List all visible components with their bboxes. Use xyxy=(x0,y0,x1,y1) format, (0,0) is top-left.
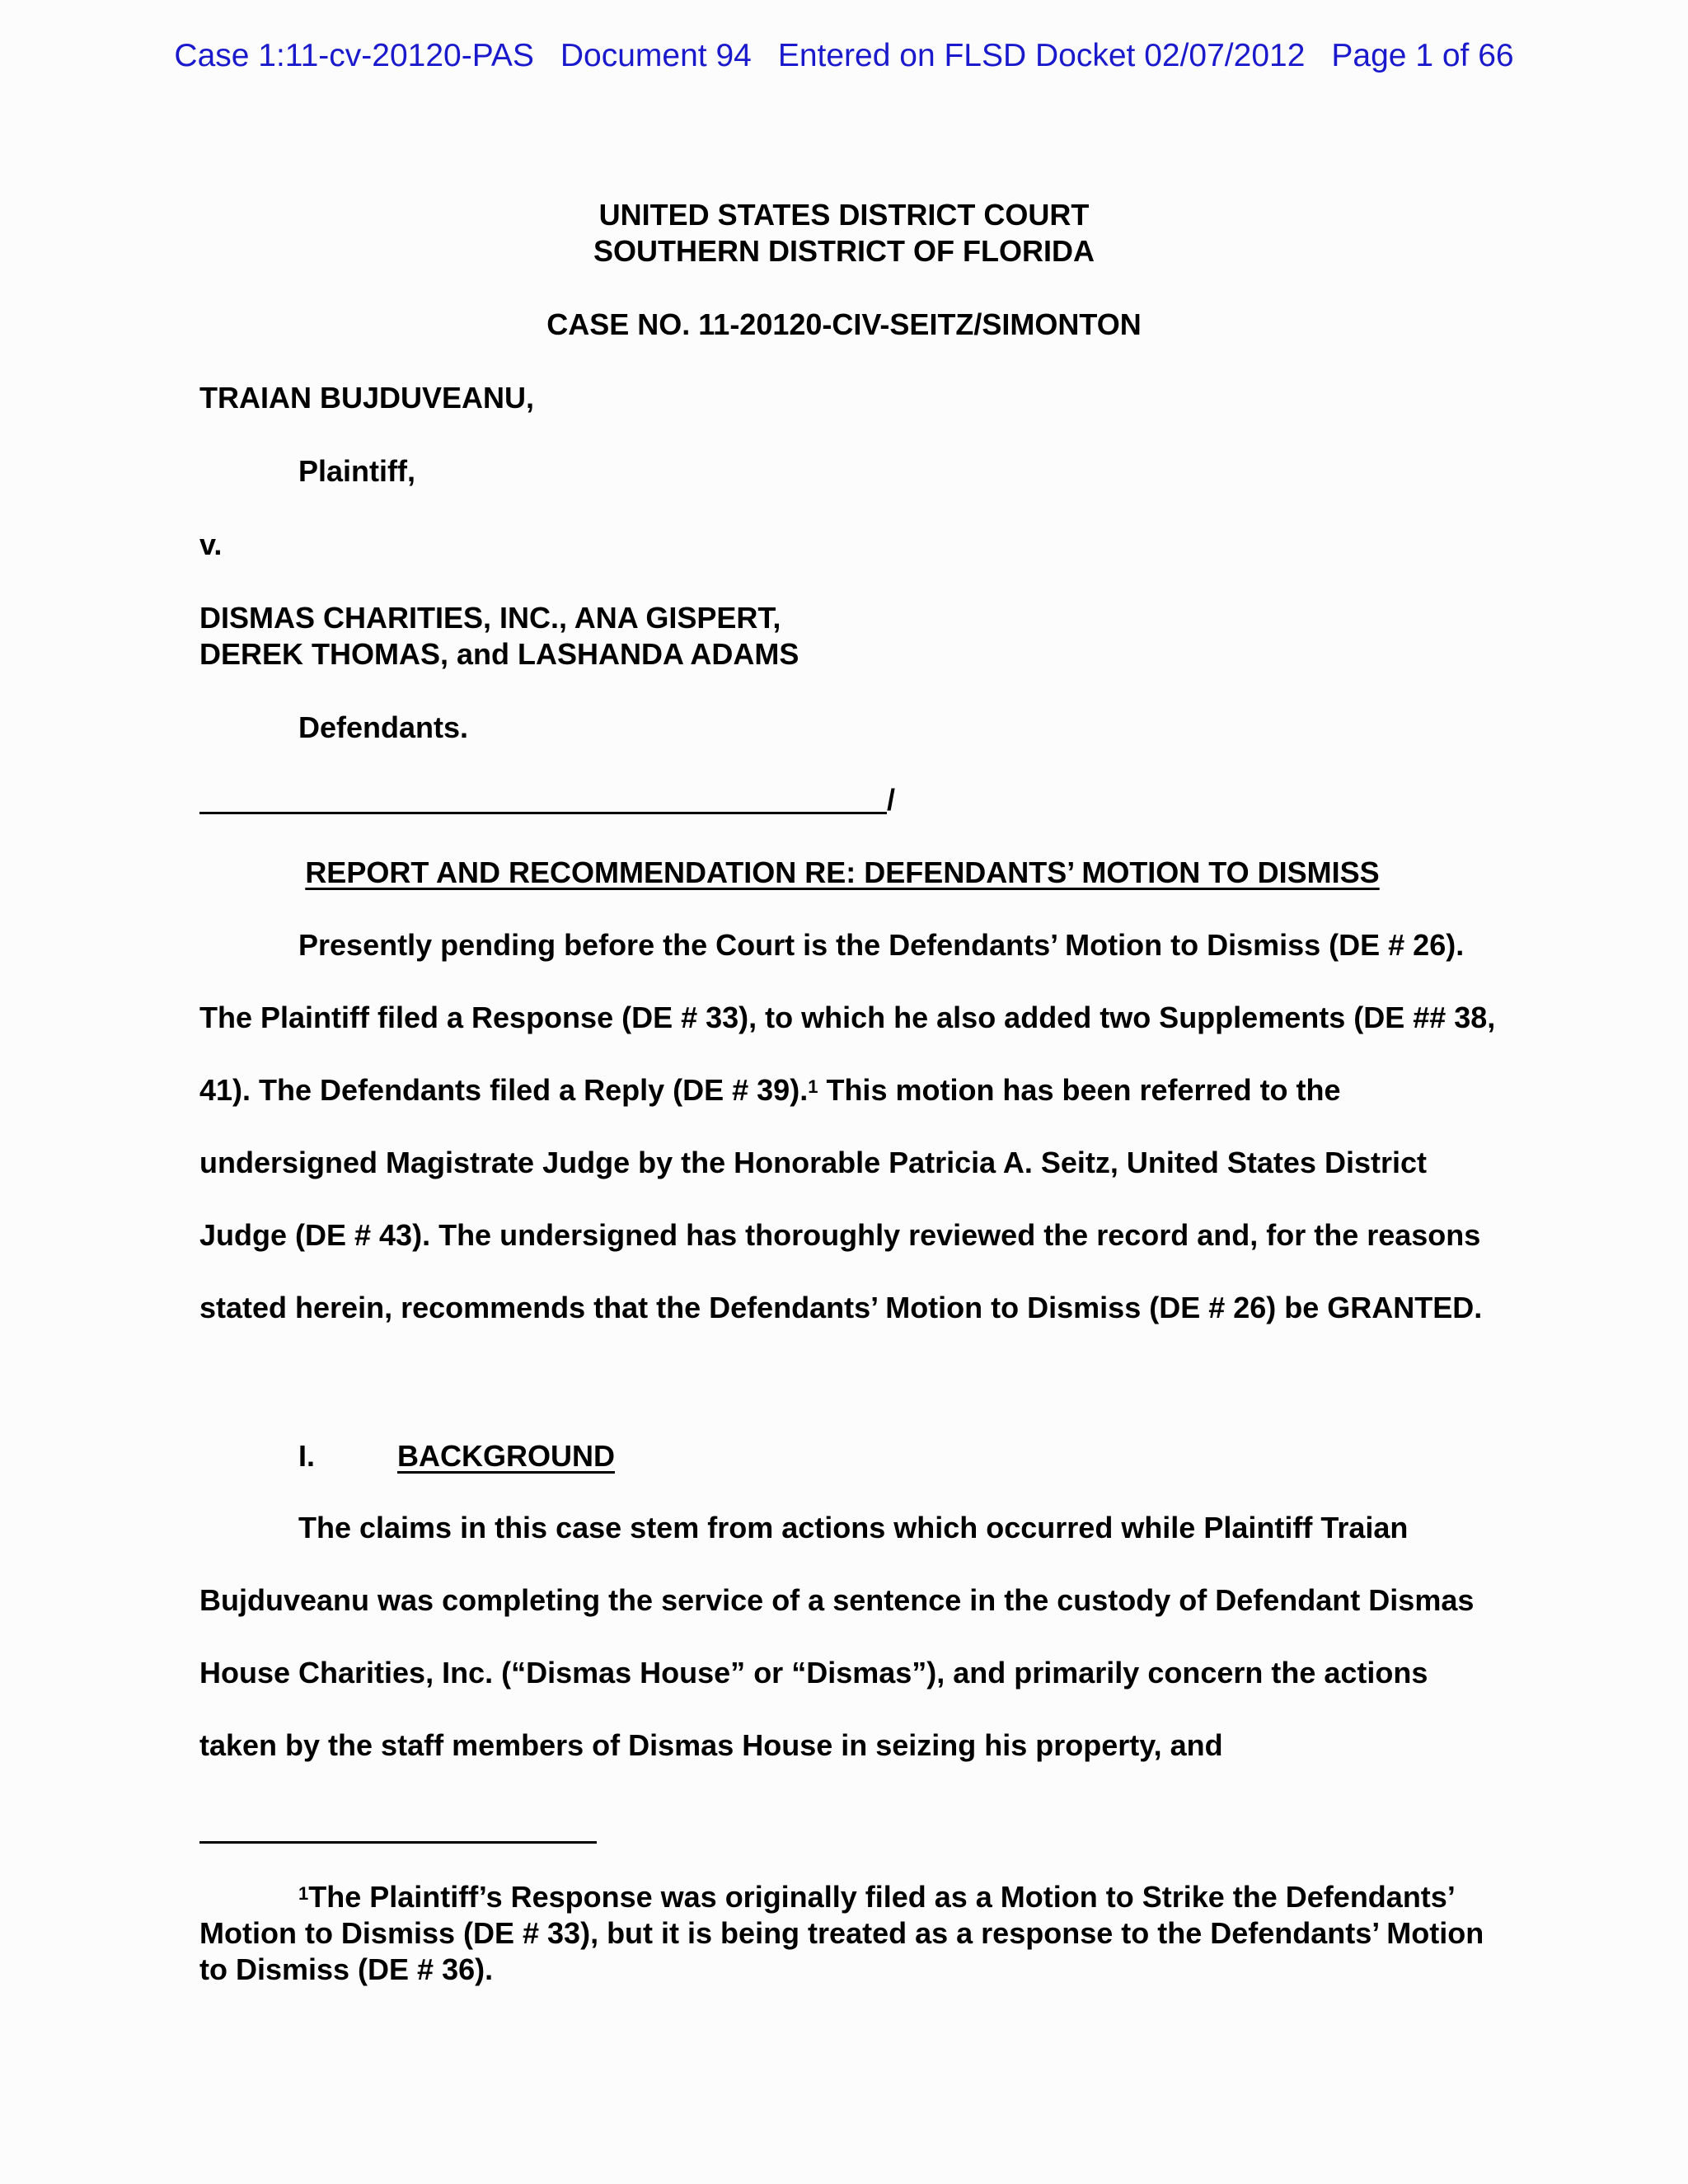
defendants-label: Defendants. xyxy=(298,710,469,744)
plaintiff-name: TRAIAN BUJDUVEANU, xyxy=(199,381,535,415)
caption-slash: / xyxy=(887,783,896,817)
docket-stamp xyxy=(0,38,1688,74)
document-title xyxy=(0,855,1686,890)
section-heading: BACKGROUND xyxy=(397,1439,615,1473)
intro-part-2: This motion has been referred to the undersigned Magistrate Judge by the Honorable Patricia A. Seitz, United States District Judge (DE # 43). The undersigned has thoroughly reviewed the record and, for the reasons stated herein, recommends that the Defendants’ Motion to Dismiss (DE # 26) be GRANTED. xyxy=(199,1073,1483,1324)
stamp-document: Document 94 xyxy=(560,38,752,73)
court-district: SOUTHERN DISTRICT OF FLORIDA xyxy=(593,234,1095,268)
intro-paragraph xyxy=(199,909,1502,1344)
court-name: UNITED STATES DISTRICT COURT xyxy=(598,198,1090,232)
document-title-text: REPORT AND RECOMMENDATION RE: DEFENDANTS’ MOTION TO DISMISS xyxy=(305,855,1380,889)
versus: v. xyxy=(199,527,223,561)
stamp-case: Case 1:11-cv-20120-PAS xyxy=(174,38,534,73)
footnote xyxy=(199,1879,1502,1988)
footnote-rule xyxy=(199,1841,597,1844)
footnote-ref: 1 xyxy=(808,1076,818,1097)
stamp-page: Page 1 of 66 xyxy=(1331,38,1514,73)
intro-part-1: Presently pending before the Court is the Defendants’ Motion to Dismiss (DE # 26). The Plaintiff filed a Response (DE # 33), to which he also added two Supplements (DE ## 38, 41). The Defendants filed a Reply (DE # 39). xyxy=(199,928,1496,1107)
background-paragraph: The claims in this case stem from actions which occurred while Plaintiff Traian Bujduveanu was completing the service of a sentence in the custody of Defendant Dismas House Charities, Inc. (“Dismas House” or “Dismas”), and primarily concern the actions taken by the staff members of Dismas House in seizing his property, and xyxy=(199,1511,1475,1762)
defendants-line-2: DEREK THOMAS, and LASHANDA ADAMS xyxy=(199,637,799,671)
footnote-text: The Plaintiff’s Response was originally filed as a Motion to Strike the Defendants’ Motion to Dismiss (DE # 33), but it is being treated as a response to the Defendants’ Motion to Dismiss (DE # 36). xyxy=(199,1880,1484,1986)
footnote-marker: 1 xyxy=(298,1883,309,1904)
case-number: CASE NO. 11-20120-CIV-SEITZ/SIMONTON xyxy=(546,307,1142,341)
defendants-line-1: DISMAS CHARITIES, INC., ANA GISPERT, xyxy=(199,601,781,635)
section-number: I. xyxy=(298,1439,316,1473)
caption-rule xyxy=(199,812,887,814)
stamp-entered: Entered on FLSD Docket 02/07/2012 xyxy=(777,38,1306,73)
plaintiff-label: Plaintiff, xyxy=(298,454,415,488)
